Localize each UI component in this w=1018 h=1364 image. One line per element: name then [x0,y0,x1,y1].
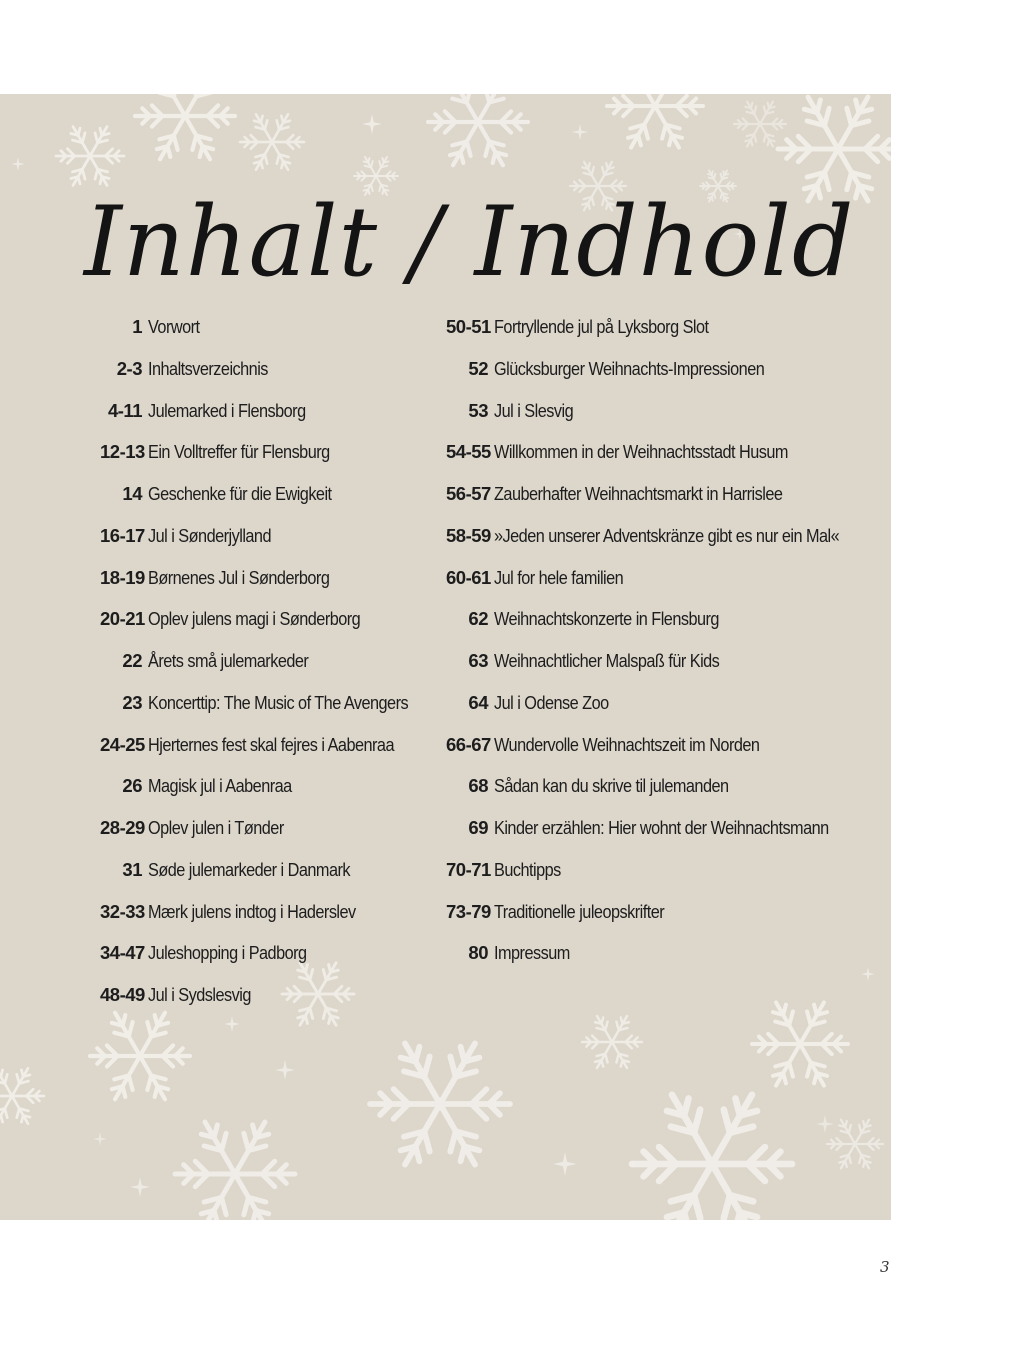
toc-entry-title: Zauberhafter Weihnachtsmarkt in Harrislee [494,483,783,504]
toc-entry-title: Buchtipps [494,858,561,880]
toc-entry-title: Geschenke für die Ewigkeit [148,483,332,504]
snowflake-icon [370,1043,510,1164]
toc-entry [100,564,354,592]
snowflake-icon [827,1120,883,1168]
sparkle-icon [275,1060,295,1080]
snowflake-icon [734,101,786,146]
toc-page-range: 68 [468,775,488,797]
toc-entry-title: Vorwort [148,316,200,337]
toc-entry [446,355,801,383]
toc-entry [446,564,641,592]
toc-page-range: 28-29 [100,817,145,838]
sparkle-icon [93,1132,107,1146]
toc-page-range: 52 [468,357,488,379]
toc-entry-title: Inhaltsverzeichnis [148,357,268,379]
toc-page-range: 4-11 [107,399,142,421]
toc-entry-title: Børnenes Jul i Sønderborg [148,566,330,588]
snowflake-icon [0,1068,44,1123]
toc-entry [100,981,265,1009]
toc-page-range: 64 [468,691,488,713]
toc-page-range: 22 [122,650,142,671]
toc-entry [446,939,580,967]
sparkle-icon [224,1016,240,1032]
toc-entry [100,898,384,926]
toc-entry-title: Magisk jul i Aabenraa [148,775,292,797]
toc-page-range: 54-55 [446,441,491,463]
toc-entry [100,313,207,341]
toc-entry-title: Glücksburger Weihnachts-Impressionen [494,357,765,379]
toc-entry [446,647,750,675]
toc-page-range: 60-61 [446,566,491,588]
snowflake-icon [282,963,354,1025]
toc-entry [446,313,738,341]
toc-entry [100,731,428,759]
sparkle-icon [362,114,382,134]
page-title: Inhalt / Indhold [84,186,855,298]
toc-page-range: 20-21 [100,608,145,630]
snowflake-icon [175,1122,295,1220]
toc-entry-title: Kinder erzählen: Hier wohnt der Weihnachtsmann [494,817,829,838]
sparkle-icon [572,124,588,140]
toc-page-range: 1 [132,316,142,337]
toc-page-range: 53 [468,399,488,421]
toc-entry-title: Weihnachtlicher Malspaß für Kids [494,650,720,671]
sparkle-icon [816,1115,834,1133]
toc-entry [100,814,302,842]
toc-entry [100,605,389,633]
sparkle-icon [130,1177,150,1197]
toc-page-range: 24-25 [100,733,145,755]
toc-entry [100,939,328,967]
sparkle-icon [861,967,875,981]
toc-entry-title: Oplev julens magi i Sønderborg [148,608,361,630]
toc-entry-title: Hjerternes fest skal fejres i Aabenraa [148,733,394,755]
toc-entry [446,689,624,717]
toc-entry-title: Oplev julen i Tønder [148,817,284,838]
toc-entry-title: Jul for hele familien [494,566,624,588]
toc-page-range: 48-49 [100,984,145,1005]
toc-entry-title: »Jeden unserer Adventskränze gibt es nur ein Mal« [494,524,840,546]
toc-entry [100,438,354,466]
toc-entry-title: Juleshopping i Padborg [148,942,307,964]
toc-entry [100,480,357,508]
toc-entry-title: Ein Volltreffer für Flensburg [148,441,330,463]
toc-page-range: 26 [122,775,142,797]
toc-entry-title: Julemarked i Flensborg [148,399,306,421]
toc-page-range: 2-3 [116,357,142,379]
sparkle-icon [553,1152,577,1176]
snowflake-icon [428,94,528,165]
toc-page-range: 18-19 [100,566,145,588]
snowflake-icon [752,1002,848,1085]
toc-entry [100,647,330,675]
toc-page-range: 23 [122,691,142,713]
toc-entry-title: Wundervolle Weihnachtszeit im Norden [494,733,760,755]
toc-entry [100,772,311,800]
toc-entry [446,397,584,425]
toc-entry-title: Weihnachtskonzerte in Flensburg [494,608,719,630]
toc-entry [100,856,378,884]
toc-entry [100,522,288,550]
toc-entry-title: Willkommen in der Weihnachtsstadt Husum [494,441,788,463]
toc-entry [446,522,886,550]
toc-page-range: 73-79 [446,900,491,922]
toc-entry [446,772,761,800]
toc-entry-title: Jul i Sydslesvig [148,984,251,1005]
toc-entry [446,731,796,759]
snowflake-icon [56,127,124,186]
snowflake-icon [632,1095,792,1220]
toc-entry-title: Søde julemarkeder i Danmark [148,858,350,880]
toc-page-range: 32-33 [100,900,145,922]
toc-entry [446,814,874,842]
toc-page-range: 63 [468,650,488,671]
toc-entry [446,605,750,633]
toc-page-range: 50-51 [446,316,491,337]
snowflake-icon [582,1016,642,1068]
toc-entry [446,480,822,508]
page-number: 3 [880,1258,890,1276]
toc-entry [100,689,444,717]
toc-page-range: 14 [122,483,142,504]
toc-entry-title: Koncerttip: The Music of The Avengers [148,691,409,713]
toc-entry-title: Sådan kan du skrive til julemanden [494,775,729,797]
toc-entry-title: Jul i Odense Zoo [494,691,609,713]
toc-page-range: 69 [468,817,488,838]
snowflake-icon [135,94,235,159]
toc-page-range: 56-57 [446,483,491,504]
toc-page-range: 62 [468,608,488,630]
toc-entry-title: Jul i Sønderjylland [148,524,271,546]
toc-page-range: 34-47 [100,942,145,964]
toc-entry-title: Jul i Slesvig [494,399,574,421]
toc-entry [446,898,687,926]
toc-entry-title: Mærk julens indtog i Haderslev [148,900,356,922]
snowflake-icon [90,1013,190,1100]
toc-page-range: 80 [468,942,488,964]
toc-page-range: 31 [122,858,142,880]
toc-entry [446,438,828,466]
toc-page-range: 16-17 [100,524,145,546]
toc-entry-title: Impressum [494,942,570,964]
toc-entry-title: Årets små julemarkeder [148,650,309,671]
snowflake-icon [240,114,304,169]
toc-page-range: 66-67 [446,733,491,755]
toc-page-range: 70-71 [446,858,491,880]
sparkle-icon [11,157,25,171]
toc-entry [100,397,327,425]
snowflake-icon [607,94,703,148]
toc-entry [100,355,284,383]
toc-page-range: 12-13 [100,441,145,463]
toc-entry-title: Fortryllende jul på Lyksborg Slot [494,316,709,337]
toc-entry [446,856,570,884]
toc-entry-title: Traditionelle juleopskrifter [494,900,665,922]
toc-page-range: 58-59 [446,524,491,546]
